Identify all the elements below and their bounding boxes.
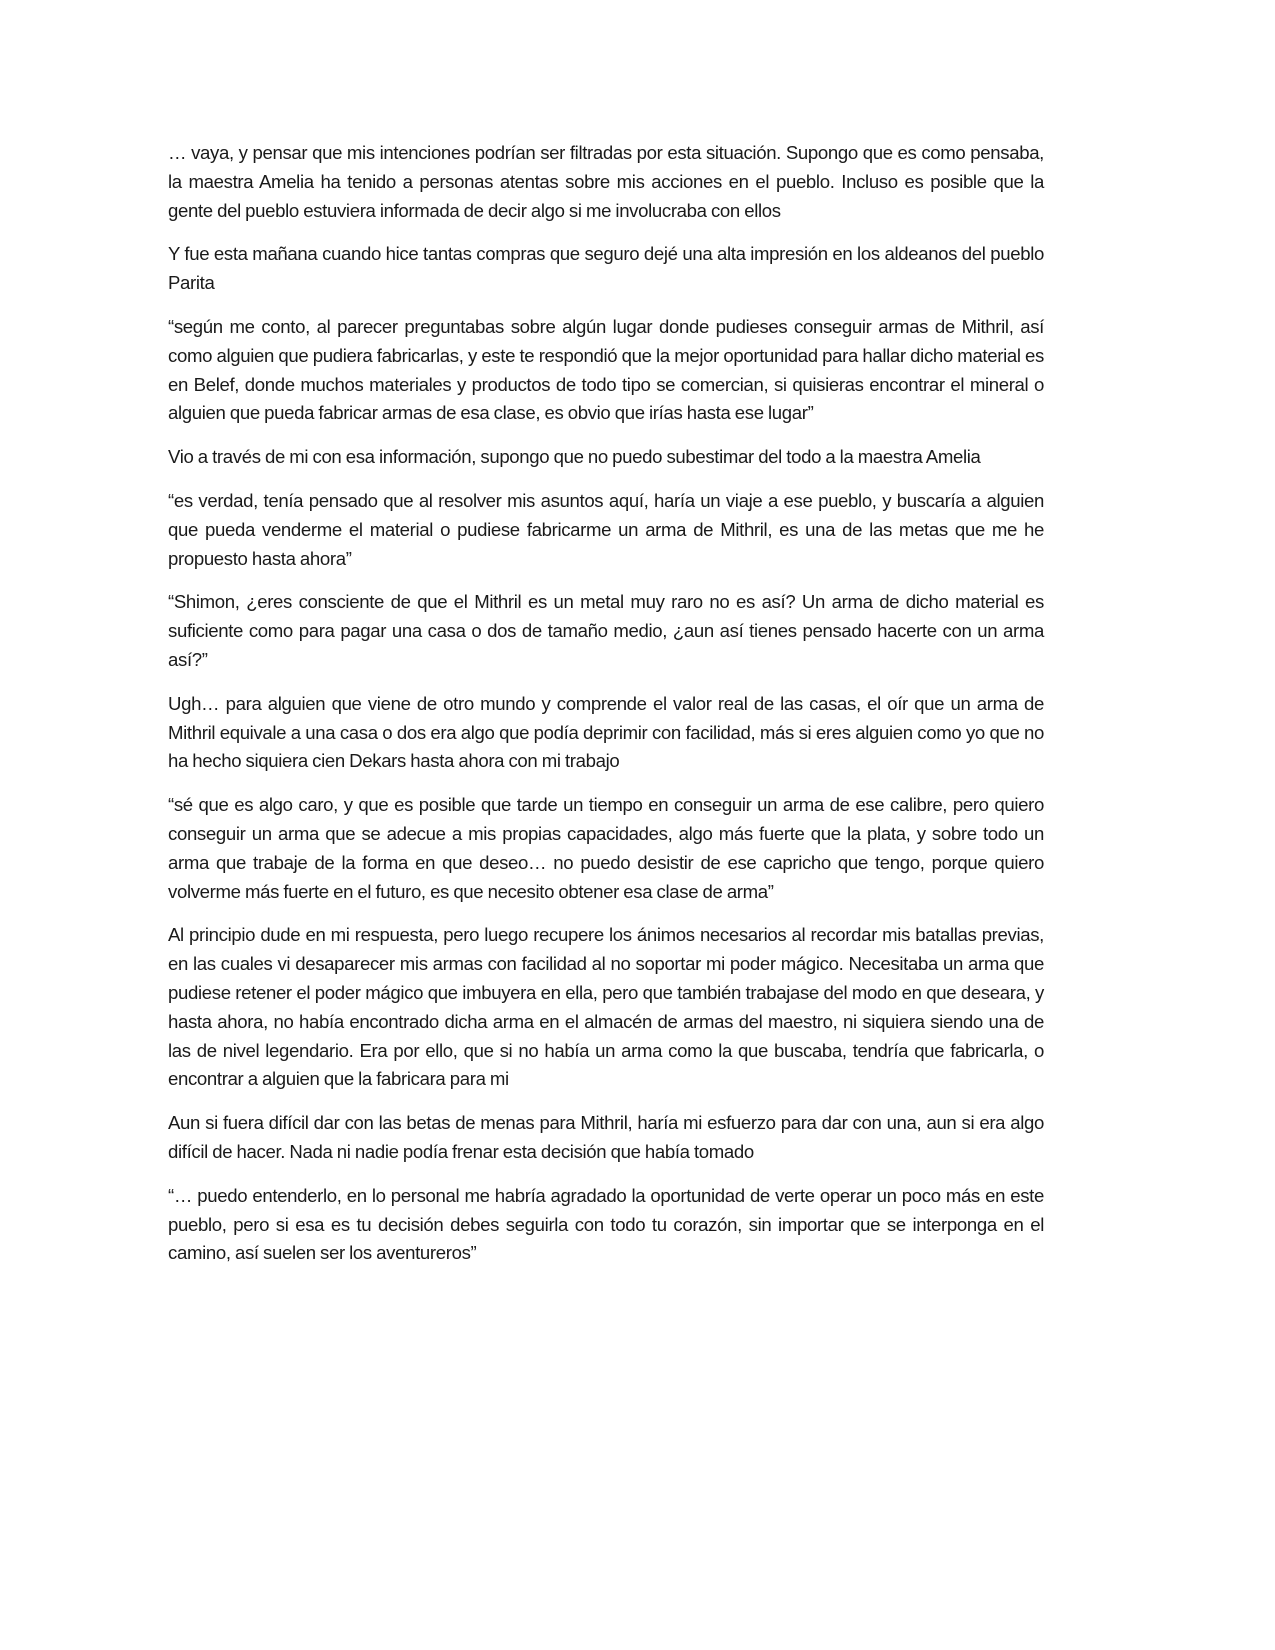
paragraph-4: Vio a través de mi con esa información, supongo que no puedo subestimar del todo a la maestra Amelia <box>168 446 981 468</box>
paragraph-10: Aun si fuera difícil dar con las betas de menas para Mithril, haría mi esfuerzo para dar con una, aun si era algo difícil de hacer. Nada ni nadie podía frenar esta decisión que había tomado <box>168 1112 1044 1162</box>
paragraph-2: Y fue esta mañana cuando hice tantas compras que seguro dejé una alta impresión en los aldeanos del pueblo Parita <box>168 243 1044 294</box>
paragraph-5: “es verdad, tenía pensado que al resolver mis asuntos aquí, haría un viaje a ese pueblo, y buscaría a alguien que pueda venderme el material o pudiese fabricarme un arma de Mithril, es una de las metas que me he propuesto hasta ahora” <box>168 489 1044 569</box>
paragraph-11: “… puedo entenderlo, en lo personal me habría agradado la oportunidad de verte operar un poco más en este pueblo, pero si esa es tu decisión debes seguirla con todo tu corazón, sin importar que se interponga en el camino, así suelen ser los aventureros” <box>168 1184 1044 1264</box>
paragraph-6: “Shimon, ¿eres consciente de que el Mithril es un metal muy raro no es así? Un arma de dicho material es suficiente como para pagar una casa o dos de tamaño medio, ¿aun así tienes pensado hacerte con un arma así?” <box>168 591 1044 670</box>
paragraph-9: Al principio dude en mi respuesta, pero luego recupere los ánimos necesarios al recordar mis batallas previas, en las cuales vi desaparecer mis armas con facilidad al no soportar mi poder mágico. Necesitaba un arma que pudiese retener el poder mágico que imbuyera en ella, pero que también trabajase del modo en que deseara, y hasta ahora, no había encontrado dicha arma en el almacén de armas del maestro, ni siquiera siendo una de las de nivel legendario. Era por ello, que si no había un arma como la que buscaba, tendría que fabricarla, o encontrar a alguien que la fabricara para mi <box>168 924 1044 1090</box>
paragraph-7: Ugh… para alguien que viene de otro mundo y comprende el valor real de las casas, el oír que un arma de Mithril equivale a una casa o dos era algo que podía deprimir con facilidad, más si eres alguien como yo que no ha hecho siquiera cien Dekars hasta ahora con mi trabajo <box>168 692 1044 772</box>
paragraph-8: “sé que es algo caro, y que es posible que tarde un tiempo en conseguir un arma de ese calibre, pero quiero conseguir un arma que se adecue a mis propias capacidades, algo más fuerte que la plata, y sobre todo un arma que trabaje de la forma en que deseo… no puedo desistir de ese capricho que tengo, porque quiero volverme más fuerte en el futuro, es que necesito obtener esa clase de arma” <box>168 794 1044 902</box>
paragraph-3: “según me conto, al parecer preguntabas sobre algún lugar donde pudieses conseguir armas de Mithril, así como alguien que pudiera fabricarlas, y este te respondió que la mejor oportunidad para hallar dicho material es en Belef, donde muchos materiales y productos de todo tipo se comercian, si quisieras encontrar el mineral o alguien que pueda fabricar armas de esa clase, es obvio que irías hasta ese lugar” <box>168 315 1044 424</box>
paragraph-1: … vaya, y pensar que mis intenciones podrían ser filtradas por esta situación. Supongo que es como pensaba, la maestra Amelia ha tenido a personas atentas sobre mis acciones en el pueblo. Incluso es posible que la gente del pueblo estuviera informada de decir algo si me involucraba con ellos <box>168 142 1044 221</box>
document-page <box>168 139 1044 1283</box>
